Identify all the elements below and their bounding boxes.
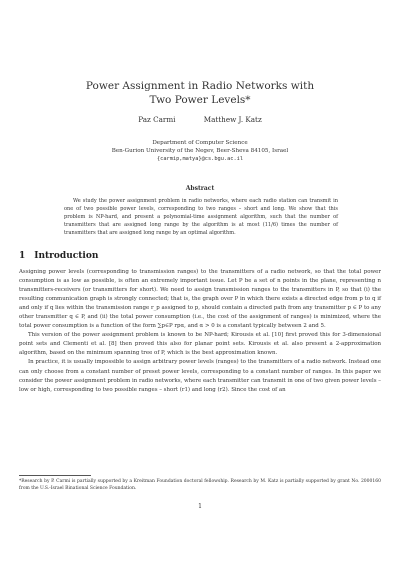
- paragraph-3: In practice, it is usually impossible to assign arbitrary power levels (ranges) to the transmitters of a radio network. Instead one can only choose from a constant number of preset power levels, corresponding to a constant number of ranges. In this paper we consider the power assignment problem in radio networks, where each transmitter can transmit in one of two given power levels – low or high, corresponding to two possible ranges – short (r1) and long (r2). Since the cost of an: [19, 359, 381, 393]
- abstract-text: We study the power assignment problem in radio networks, where each radio station can transmit in one of two possible power levels, corresponding to two ranges – short and long. We show that this problem is NP-hard, and present a polynomial-time assignment algorithm, such that the number of transmitters that are assigned long range by the algorithm is at most (11/6) times the number of transmitters that are assigned long range by an optimal algorithm.: [64, 198, 338, 237]
- section-title: Introduction: [34, 251, 99, 261]
- affiliation-department: Department of Computer Science: [152, 140, 248, 146]
- author-email: {carmip,matya}@cs.bgu.ac.il: [156, 156, 244, 163]
- footnote: *Research by P. Carmi is partially supported by a Kreitman Foundation doctoral fellowship. Research by M. Katz is partially supported by grant No. 2000160 from the U.S.-Israel Binational Science Foundation.: [19, 479, 381, 491]
- section-number: 1: [19, 251, 26, 261]
- abstract-heading: Abstract: [185, 185, 215, 192]
- paragraph-1: Assigning power levels (corresponding to transmission ranges) to the transmitters of a radio network, so that the total power consumption is as low as possible, is often an extremely important issue. Let P be a set of n points in the plane, representing n transmitters-receivers (or transmitters for short). We need to assign transmission ranges to the transmitters in P, so that (i) the resulting communication graph is strongly connected; that is, the graph over P in which there exists a directed edge from p to q if and only if q lies within the transmission range r_p assigned to p, should contain a directed path from any transmitter p ∈ P to any other transmitter q ∈ P, and (ii) the total power consumption (i.e., the cost of the assignment of ranges) is minimized, where the total power consumption is a function of the form ∑p∈P rpα, and α > 0 is a constant typically between 2 and 5.: [19, 269, 381, 330]
- footnote-rule: [19, 475, 91, 476]
- author-2: Matthew J. Katz: [203, 115, 262, 124]
- page-number: 1: [198, 503, 202, 510]
- affiliation: [0, 139, 400, 164]
- paragraph-2: This version of the power assignment problem is known to be NP-hard; Kirousis et al. [10] first proved this for 3-dimensional point sets and Clementi et al. [8] then proved this also for planar point sets. Kirousis et al. also present a 2-approximation algorithm, based on the minimum spanning tree of P, which is the best approximation known.: [19, 332, 381, 357]
- title-line-1: Power Assignment in Radio Networks with: [85, 80, 315, 92]
- section-heading: [19, 251, 98, 261]
- title-line-2: Two Power Levels*: [149, 94, 251, 106]
- section-body: [19, 268, 381, 395]
- author-1: Paz Carmi: [138, 115, 176, 124]
- author-list: [0, 115, 400, 124]
- affiliation-university: Ben-Gurion University of the Negev, Beer-Sheva 84105, Israel: [111, 148, 289, 155]
- paper-title: [0, 79, 400, 107]
